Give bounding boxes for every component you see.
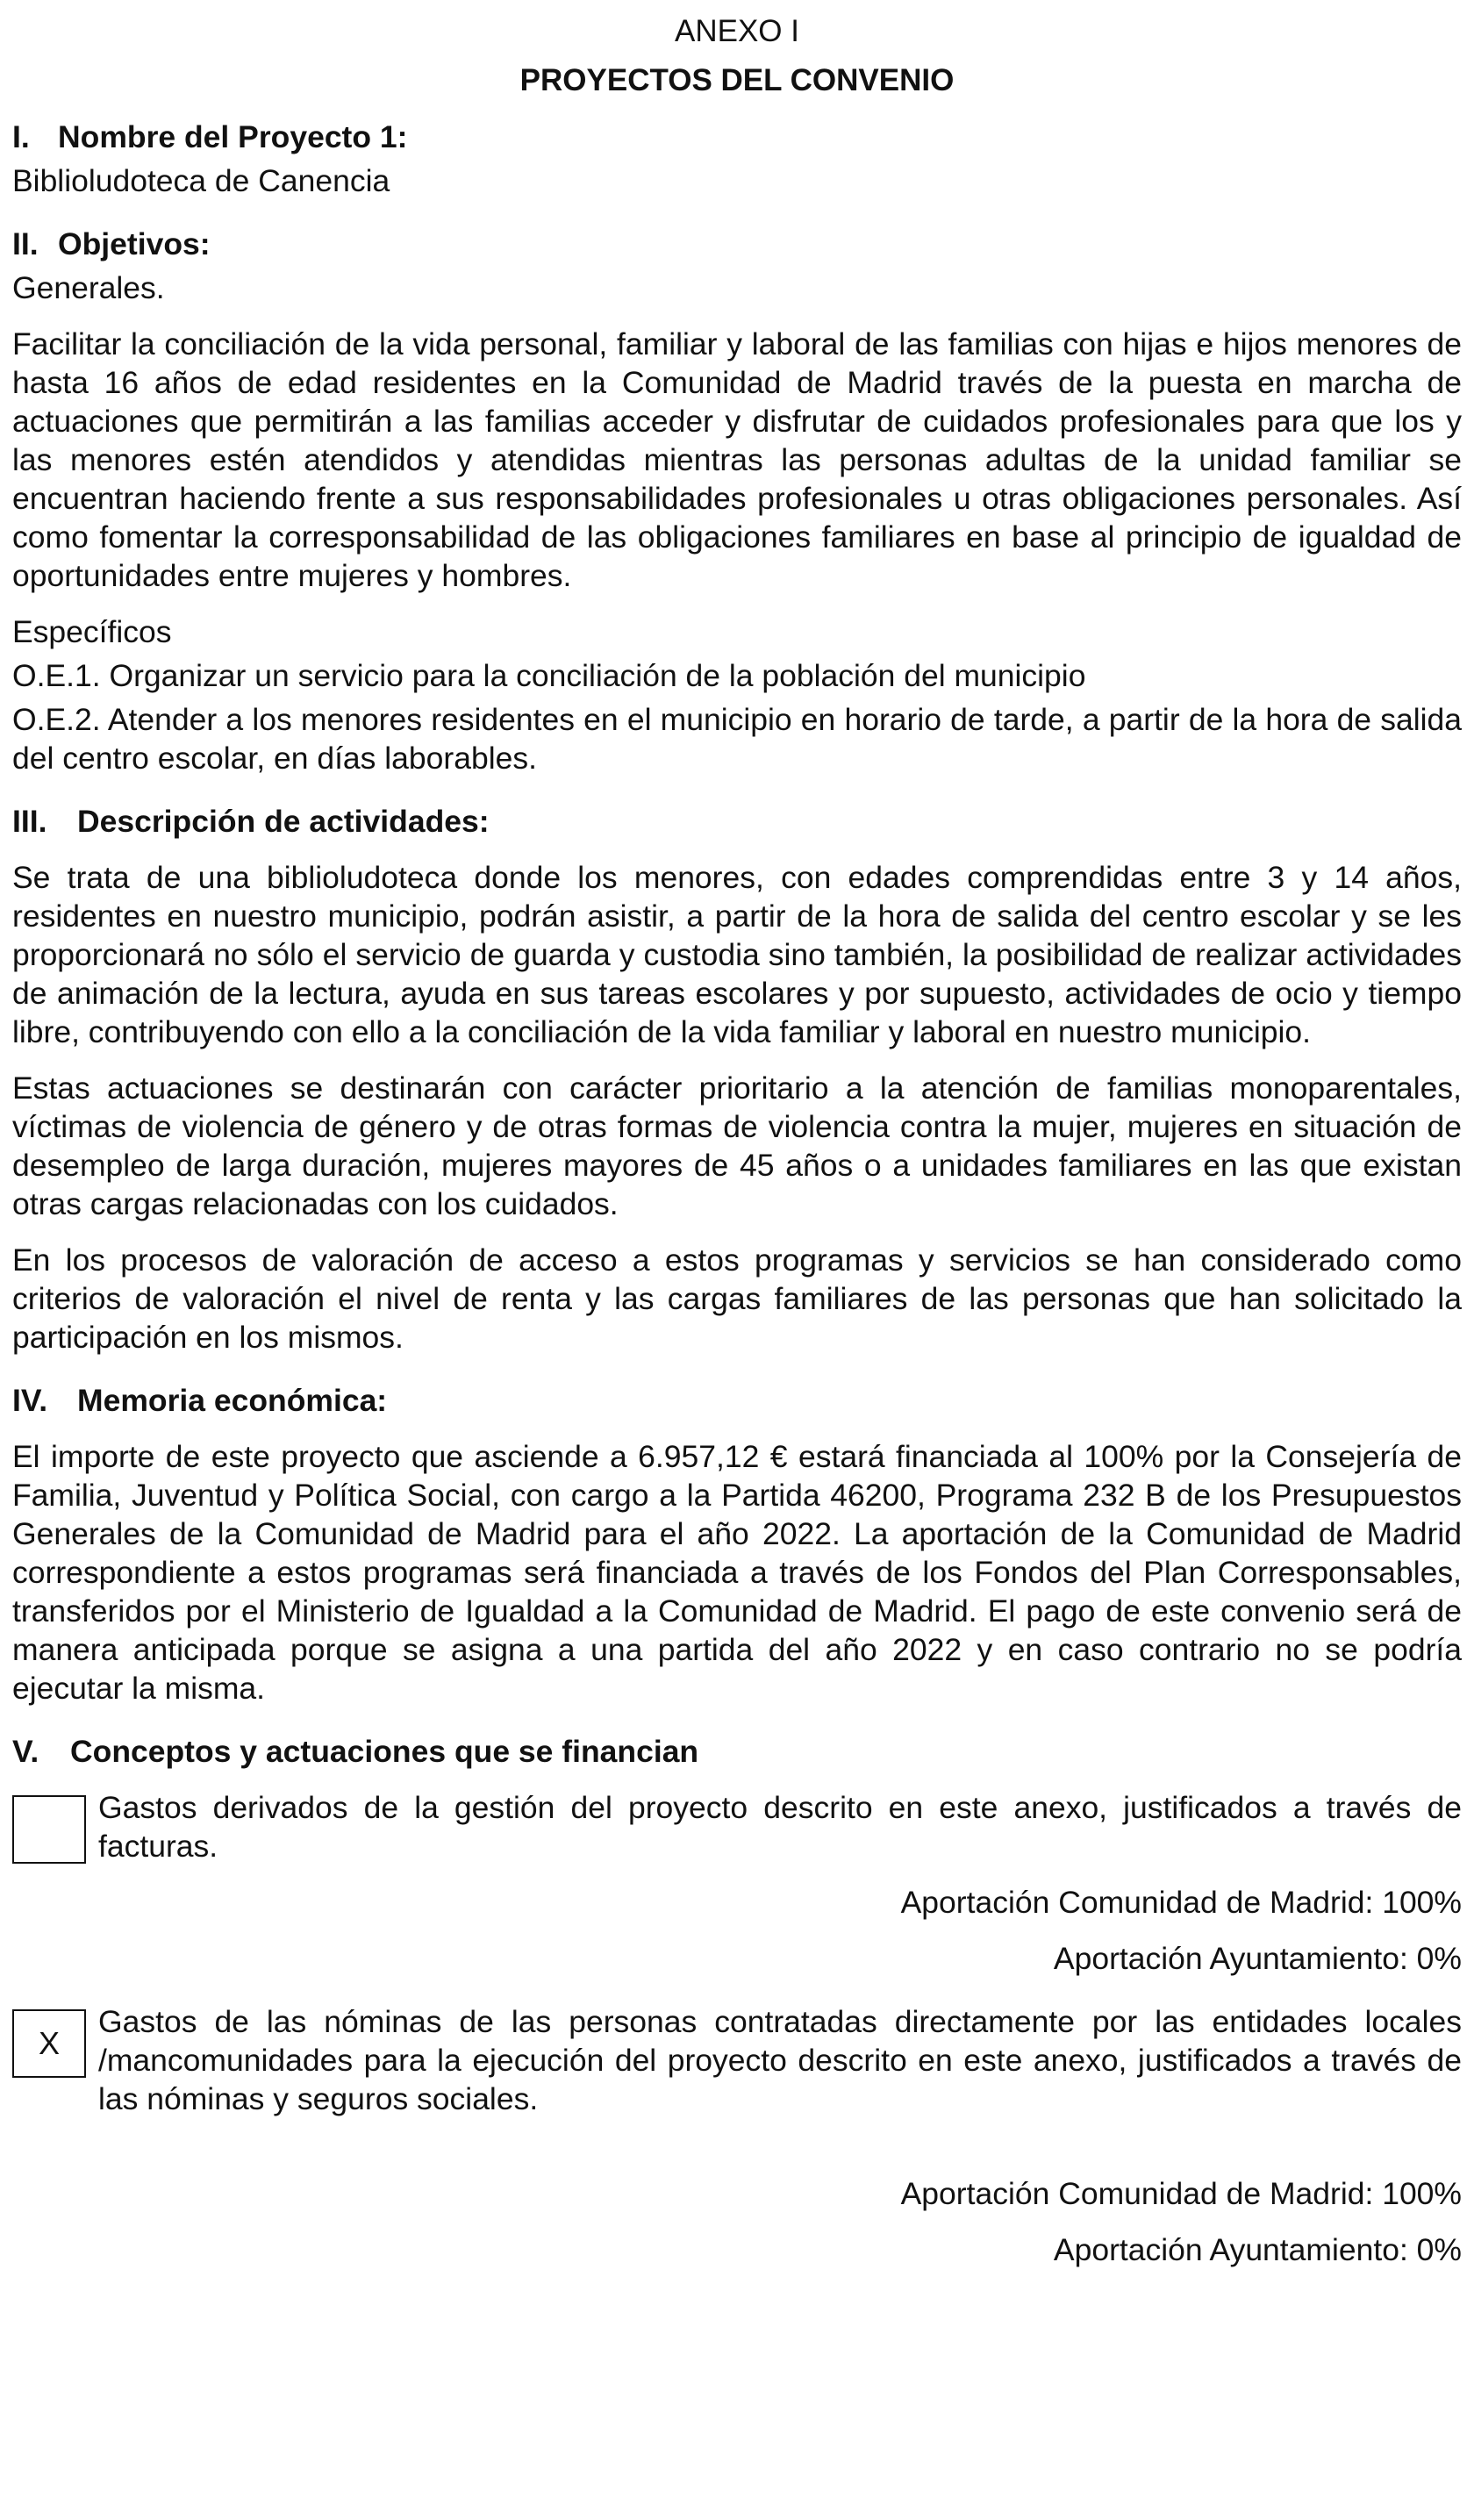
section-4-title: Memoria económica: <box>77 1383 388 1418</box>
section-4-number: IV. <box>12 1383 48 1418</box>
invoices-checkbox[interactable] <box>12 1795 86 1864</box>
section-4-heading <box>12 1381 1462 1420</box>
funding-item-invoices <box>12 1788 1462 1865</box>
section-5-title: Conceptos y actuaciones que se financian <box>70 1734 699 1769</box>
section-2-number: II. <box>12 226 39 261</box>
invoices-cm-contribution: Aportación Comunidad de Madrid: 100% <box>900 1885 1462 1920</box>
payroll-checkbox[interactable]: X <box>12 2009 86 2078</box>
section-3-number: III. <box>12 804 47 839</box>
economic-memory-text: El importe de este proyecto que asciende a 6.957,12 € estará financiada al 100% por la Consejería de Familia, Juventud y Política Social, con cargo a la Partida 46200, Programa 232 B de los Presupuestos Generales de la Comunidad de Madrid para el año 2022. La aportación de la Comunidad de Madrid correspondiente a estos programas será financiada a través de los Fondos del Plan Corresponsables, transferidos por el Ministerio de Igualdad a la Comunidad de Madrid. El pago de este convenio será de manera anticipada porque se asigna a una partida del año 2022 y en caso contrario no se podría ejecutar la misma. <box>12 1439 1462 1706</box>
section-2-heading <box>12 225 1462 263</box>
section-5-number: V. <box>12 1734 39 1769</box>
section-1-heading <box>12 118 1462 156</box>
activities-paragraph-1: Se trata de una biblioludoteca donde los menores, con edades comprendidas entre 3 y 14 años, residentes en nuestro municipio, podrán asistir, a partir de la hora de salida del centro escolar y se les proporcionará no sólo el servicio de guarda y custodia sino también, la posibilidad de realizar actividades de animación de la lectura, ayuda en sus tareas escolares y por supuesto, actividades de ocio y tiempo libre, contribuyendo con ello a la conciliación de la vida familiar y laboral en nuestro municipio. <box>12 860 1462 1049</box>
activities-paragraph-3: En los procesos de valoración de acceso a estos programas y servicios se han considerado como criterios de valoración el nivel de renta y las cargas familiares de las personas que han solicitado la participación en los mismos. <box>12 1242 1462 1355</box>
specific-objective-1: O.E.1. Organizar un servicio para la conciliación de la población del municipio <box>12 658 1086 693</box>
section-3-heading <box>12 802 1462 841</box>
section-3-title: Descripción de actividades: <box>77 804 490 839</box>
invoices-ayto-contribution: Aportación Ayuntamiento: 0% <box>1053 1941 1462 1976</box>
payroll-ayto-contribution: Aportación Ayuntamiento: 0% <box>1053 2232 1462 2267</box>
activities-paragraph-2: Estas actuaciones se destinarán con carácter prioritario a la atención de familias monoparentales, víctimas de violencia de género y de otras formas de violencia contra la mujer, mujeres en situación de desempleo de larga duración, mujeres mayores de 45 años o a unidades familiares en las que existan otras cargas relacionadas con los cuidados. <box>12 1070 1462 1221</box>
project-name: Biblioludoteca de Canencia <box>12 163 390 198</box>
payroll-cm-contribution: Aportación Comunidad de Madrid: 100% <box>900 2176 1462 2211</box>
section-2-title: Objetivos: <box>58 226 211 261</box>
payroll-text: Gastos de las nóminas de las personas contratadas directamente por las entidades locales /mancomunidades para la ejecución del proyecto descrito en este anexo, justificados a través de las nóminas y seguros sociales. <box>98 2004 1462 2116</box>
funding-item-payroll <box>12 2002 1462 2118</box>
document-title: PROYECTOS DEL CONVENIO <box>519 63 955 97</box>
specific-objective-2: O.E.2. Atender a los menores residentes en el municipio en horario de tarde, a partir de la hora de salida del centro escolar, en días laborables. <box>12 702 1462 776</box>
specific-objectives-label: Específicos <box>12 614 172 649</box>
general-objectives-label: Generales. <box>12 270 165 305</box>
invoices-text: Gastos derivados de la gestión del proyecto descrito en este anexo, justificados a través de facturas. <box>98 1790 1462 1864</box>
annex-label: ANEXO I <box>675 14 799 48</box>
section-1-title: Nombre del Proyecto 1: <box>58 119 408 154</box>
section-5-heading <box>12 1732 1462 1771</box>
general-objectives-text: Facilitar la conciliación de la vida personal, familiar y laboral de las familias con hijas e hijos menores de hasta 16 años de edad residentes en la Comunidad de Madrid través de la puesta en marcha de actuaciones que permitirán a las familias acceder y disfrutar de cuidados profesionales para que los y las menores estén atendidos y atendidas mientras las personas adultas de la unidad familiar se encuentran haciendo frente a sus responsabilidades profesionales u otras obligaciones personales. Así como fomentar la corresponsabilidad de las obligaciones familiares en base al principio de igualdad de oportunidades entre mujeres y hombres. <box>12 326 1462 593</box>
section-1-number: I. <box>12 119 30 154</box>
